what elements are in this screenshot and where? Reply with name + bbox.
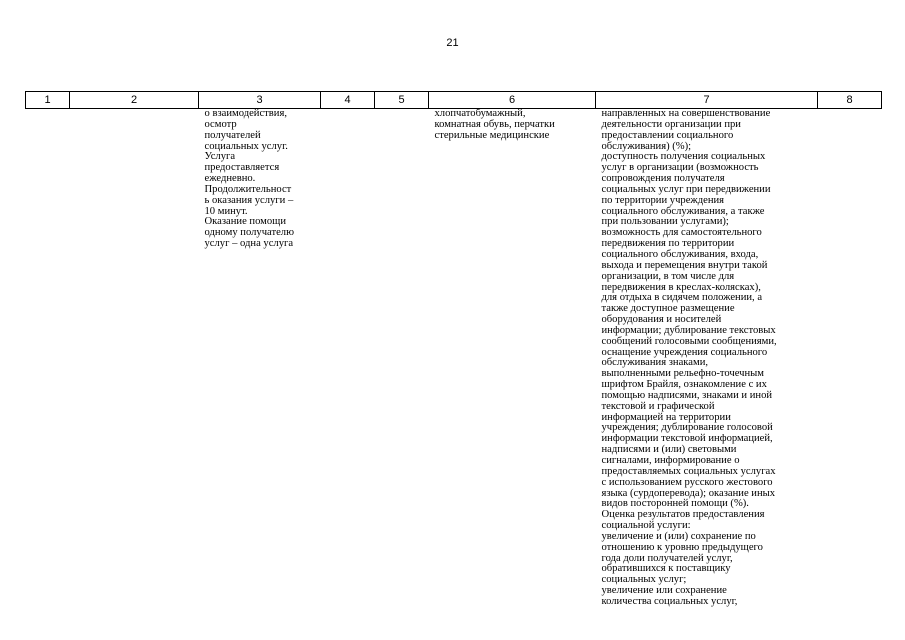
column-number-2: 2 bbox=[70, 92, 199, 109]
column-number-7: 7 bbox=[596, 92, 818, 109]
cell-col5 bbox=[375, 109, 429, 608]
page-number: 21 bbox=[446, 37, 459, 49]
column-number-3: 3 bbox=[199, 92, 321, 109]
quality-indicators-text: направленных на совершенствование деятельности организации при предоставлении социального обслуживания) (%); доступность получения социальных услуг в организации (возможность сопровождения получателя социальных услуг при передвижении по территории учреждения социального обслуживания, а также при пользовании услугами); возможность для самостоятельного передвижения по территории социального обслуживания, входа, выхода и перемещения внутри такой организации, в том числе для передвижения в креслах-колясках), для отдыха в сидячем положении, а также доступное размещение оборудования и носителей информации; дублирование текстовых сообщений голосовыми сообщениями, оснащение учреждения социального обслуживания знаками, выполненными рельефно-точечным шрифтом Брайля, ознакомление с их помощью надписями, знаками и иной текстовой и графической информацией на территории учреждения; дублирование голосовой информации текстовой информацией, надписями и (или) световыми сигналами, информирование о предоставляемых социальных услугах с использованием русского жестового языка (сурдоперевода); оказание иных видов посторонней помощи (%). Оценка результатов предоставления социальной услуги: увеличение и (или) сохранение по отношению к уровню предыдущего года доли получателей услуг, обратившихся к поставщику социальных услуг; увеличение или сохранение количества социальных услуг, bbox=[601, 108, 777, 607]
table-row bbox=[26, 109, 882, 608]
column-number-6: 6 bbox=[429, 92, 596, 109]
column-number-8: 8 bbox=[818, 92, 882, 109]
cell-service-conditions bbox=[199, 109, 321, 608]
column-number-1: 1 bbox=[26, 92, 70, 109]
cell-col8 bbox=[818, 109, 882, 608]
column-number-row bbox=[26, 92, 882, 109]
supplies-text: хлопчатобумажный, комнатная обувь, перчатки стерильные медицинские bbox=[434, 108, 555, 141]
column-number-5: 5 bbox=[375, 92, 429, 109]
column-number-4: 4 bbox=[321, 92, 375, 109]
cell-col4 bbox=[321, 109, 375, 608]
cell-col1 bbox=[26, 109, 70, 608]
services-table bbox=[25, 91, 882, 608]
cell-quality-indicators bbox=[596, 109, 818, 608]
cell-col2 bbox=[70, 109, 199, 608]
service-conditions-text: о взаимодействия, осмотр получателей социальных услуг. Услуга предоставляется ежедневно. Продолжительност ь оказания услуги – 10 минут. Оказание помощи одному получателю услуг – одна услуга bbox=[204, 108, 294, 250]
cell-supplies bbox=[429, 109, 596, 608]
